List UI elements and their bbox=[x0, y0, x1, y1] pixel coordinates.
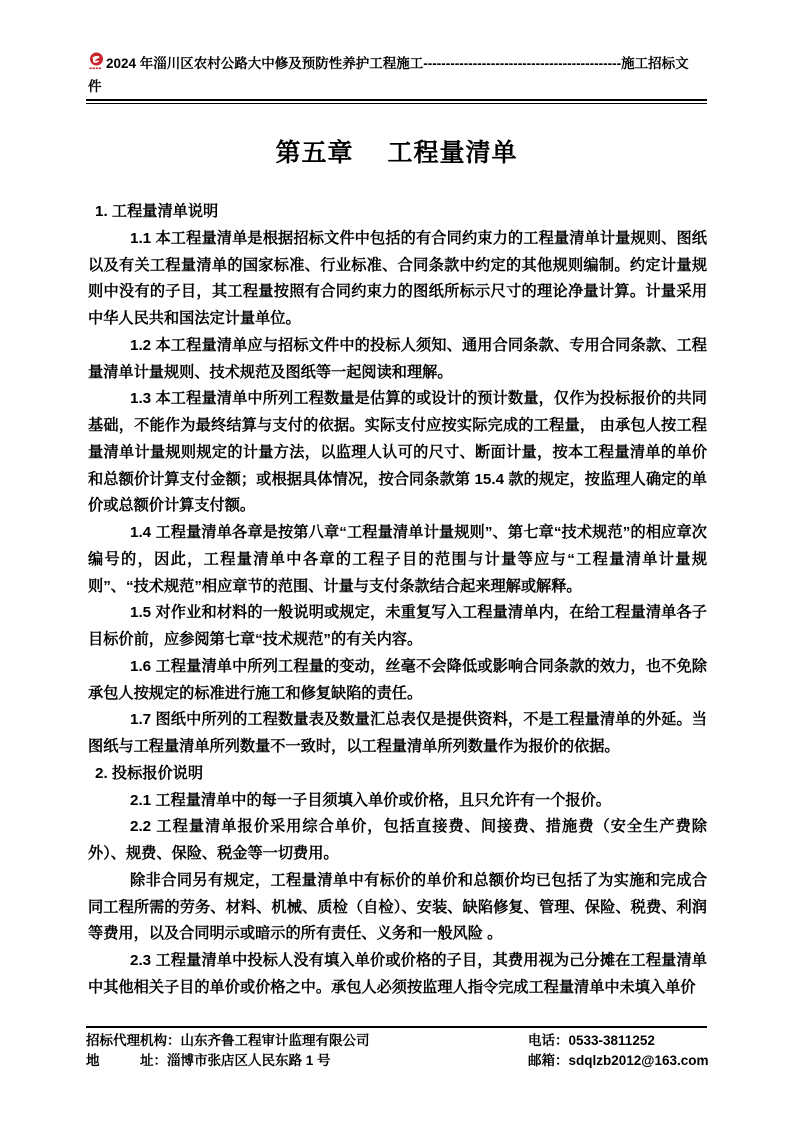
footer-address: 地 址：淄博市张店区人民东路 1 号 bbox=[86, 1053, 331, 1068]
header-text-line2: 件 bbox=[88, 79, 102, 94]
footer-phone: 电话：0533-3811252 bbox=[528, 1033, 655, 1048]
page-header bbox=[88, 52, 707, 97]
header-divider bbox=[86, 99, 707, 104]
paragraph-1-4: 1.4 工程量清单各章是按第八章“工程量清单计量规则”、第七章“技术规范”的相应章次编号的，因此，工程量清单中各章的工程子目的范围与计量等应与“工程量清单计量规则”、“技术规范”相应章节的范围、计量与支付条款结合起来理解或解释。 bbox=[88, 524, 707, 595]
section-heading-2: 2. 投标报价说明 bbox=[95, 764, 204, 782]
footer-row-agency bbox=[86, 1031, 707, 1051]
document-body bbox=[88, 199, 707, 1002]
company-seal-logo-icon bbox=[88, 52, 105, 77]
paragraph-2-3: 2.3 工程量清单中投标人没有填入单价或价格的子目，其费用视为己分摊在工程量清单中其他相关子目的单价或价格之中。承包人必须按监理人指令完成工程量清单中未填入单价 bbox=[88, 952, 707, 996]
footer-row-address bbox=[86, 1051, 707, 1071]
paragraph-1-2: 1.2 本工程量清单应与招标文件中的投标人须知、通用合同条款、专用合同条款、工程量清单计量规则、技术规范及图纸等一起阅读和理解。 bbox=[88, 336, 707, 381]
page-footer bbox=[86, 1026, 707, 1071]
footer-email: 邮箱：sdqlzb2012@163.com bbox=[528, 1053, 709, 1068]
section-heading-1: 1. 工程量清单说明 bbox=[95, 203, 219, 220]
paragraph-1-6: 1.6 工程量清单中所列工程量的变动，丝毫不会降低或影响合同条款的效力，也不免除承包人按规定的标准进行施工和修复缺陷的责任。 bbox=[88, 657, 707, 702]
paragraph-1-5: 1.5 对作业和材料的一般说明或规定，未重复写入工程量清单内，在给工程量清单各子目标价前，应参阅第七章“技术规范”的有关内容。 bbox=[88, 604, 707, 648]
paragraph-1-1: 1.1 本工程量清单是根据招标文件中包括的有合同约束力的工程量清单计量规则、图纸以及有关工程量清单的国家标准、行业标准、合同条款中约定的其他规则编制。约定计量规则中没有的子目，其工程量按照有合同约束力的图纸所标示尺寸的理论净量计算。计量采用中华人民共和国法定计量单位。 bbox=[88, 229, 707, 327]
paragraph-1-3: 1.3 本工程量清单中所列工程数量是估算的或设计的预计数量，仅作为投标报价的共同基础，不能作为最终结算与支付的依据。实际支付应按实际完成的工程量， 由承包人按工程量清单计量规则规定的计量方法，以监理人认可的尺寸、断面计量，按本工程量清单的单价和总额价计算支付金额；或根据具体情况，按合同条款第 15.4 款的规定，按监理人确定的单价或总额价计算支付额。 bbox=[88, 390, 707, 515]
paragraph-2-2: 2.2 工程量清单报价采用综合单价，包括直接费、间接费、措施费（安全生产费除外）、规费、保险、税金等一切费用。 bbox=[88, 818, 707, 862]
paragraph-1-7: 1.7 图纸中所列的工程数量表及数量汇总表仅是提供资料，不是工程量清单的外延。当图纸与工程量清单所列数量不一致时，以工程量清单所列数量作为报价的依据。 bbox=[88, 711, 707, 755]
paragraph-2-1: 2.1 工程量清单中的每一子目须填入单价或价格，且只允许有一个报价。 bbox=[130, 791, 611, 809]
paragraph-2-2b: 除非合同另有规定，工程量清单中有标价的单价和总额价均已包括了为实施和完成合同工程所需的劳务、材料、机械、质检（自检）、安装、缺陷修复、管理、保险、税费、利润等费用，以及合同明示或暗示的所有责任、义务和一般风险 。 bbox=[88, 871, 707, 943]
chapter-title: 第五章 工程量清单 bbox=[275, 139, 518, 167]
header-text-line1: 2024 年淄川区农村公路大中修及预防性养护工程施工--------------------------------------------施工招标文 bbox=[106, 56, 689, 71]
footer-agency: 招标代理机构：山东齐鲁工程审计监理有限公司 bbox=[86, 1033, 370, 1048]
